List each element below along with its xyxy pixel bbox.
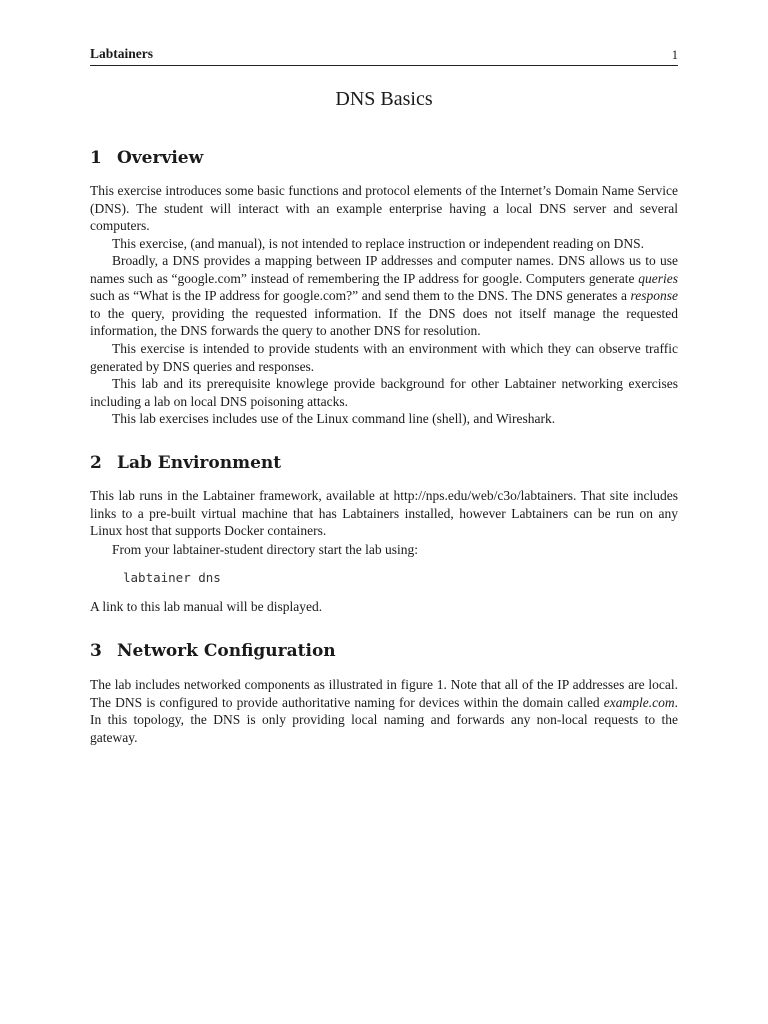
emphasis-domain: example.com [603,694,675,710]
running-header [90,45,678,66]
text-run: The lab includes networked components as illustrated in figure 1. Note that all of the IP addresses are local. The DNS is configured to provide authoritative naming for devices within the domain called [90,677,678,710]
section-heading-overview [90,148,203,168]
text-run: Broadly, a DNS provides a mapping between IP addresses and computer names. DNS allows us to use names such as “google.com” instead of remembering the IP address for google. Computers generate [90,253,678,286]
network-configuration-paragraph-1 [90,676,678,746]
section-title: Overview [117,148,204,168]
section-title: Lab Environment [117,453,282,473]
text-run: . In this topology, the DNS is only providing local naming and forwards any non-local requests to the gateway. [90,694,678,745]
section-number: 2 [90,453,102,473]
lab-environment-paragraph-3: A link to this lab manual will be displayed. [90,599,323,614]
overview-paragraph-4: This exercise is intended to provide students with an environment with which they can observe traffic generated by DNS queries and responses. [90,341,678,374]
emphasis-response: response [630,288,678,303]
section-number: 1 [90,148,102,168]
command-code-block: labtainer dns [123,570,221,585]
header-brand: Labtainers [90,46,154,61]
document-title: DNS Basics [335,88,433,110]
overview-paragraph-1: This exercise introduces some basic functions and protocol elements of the Internet’s Domain Name Service (DNS). The student will interact with an example enterprise having a local DNS server and several computers. [90,183,678,233]
text-run: such as “What is the IP address for google.com?” and send them to the DNS. The DNS generates a [90,288,631,303]
section-number: 3 [90,641,102,661]
text-run: to the query, providing the requested information. If the DNS does not itself manage the requested information, the DNS forwards the query to another DNS for resolution. [90,305,678,338]
section-heading-lab-environment [90,453,281,473]
page-number: 1 [671,48,678,62]
overview-paragraph-6: This lab exercises includes use of the Linux command line (shell), and Wireshark. [112,411,556,426]
overview-paragraph-2: This exercise, (and manual), is not intended to replace instruction or independent reading on DNS. [112,236,644,251]
section-heading-network-configuration [90,641,336,661]
emphasis-queries: queries [638,270,678,286]
overview-paragraph-3 [90,252,678,340]
section-title: Network Configuration [117,641,336,661]
lab-environment-paragraph-2: From your labtainer-student directory start the lab using: [112,542,419,557]
overview-paragraph-5: This lab and its prerequisite knowlege provide background for other Labtainer networking exercises including a lab on local DNS poisoning attacks. [90,376,678,409]
lab-environment-paragraph-1: This lab runs in the Labtainer framework, available at http://nps.edu/web/c3o/labtainers. That site includes links to a pre-built virtual machine that has Labtainers installed, however Labtainers can be run on any Linux host that supports Docker containers. [90,488,678,538]
